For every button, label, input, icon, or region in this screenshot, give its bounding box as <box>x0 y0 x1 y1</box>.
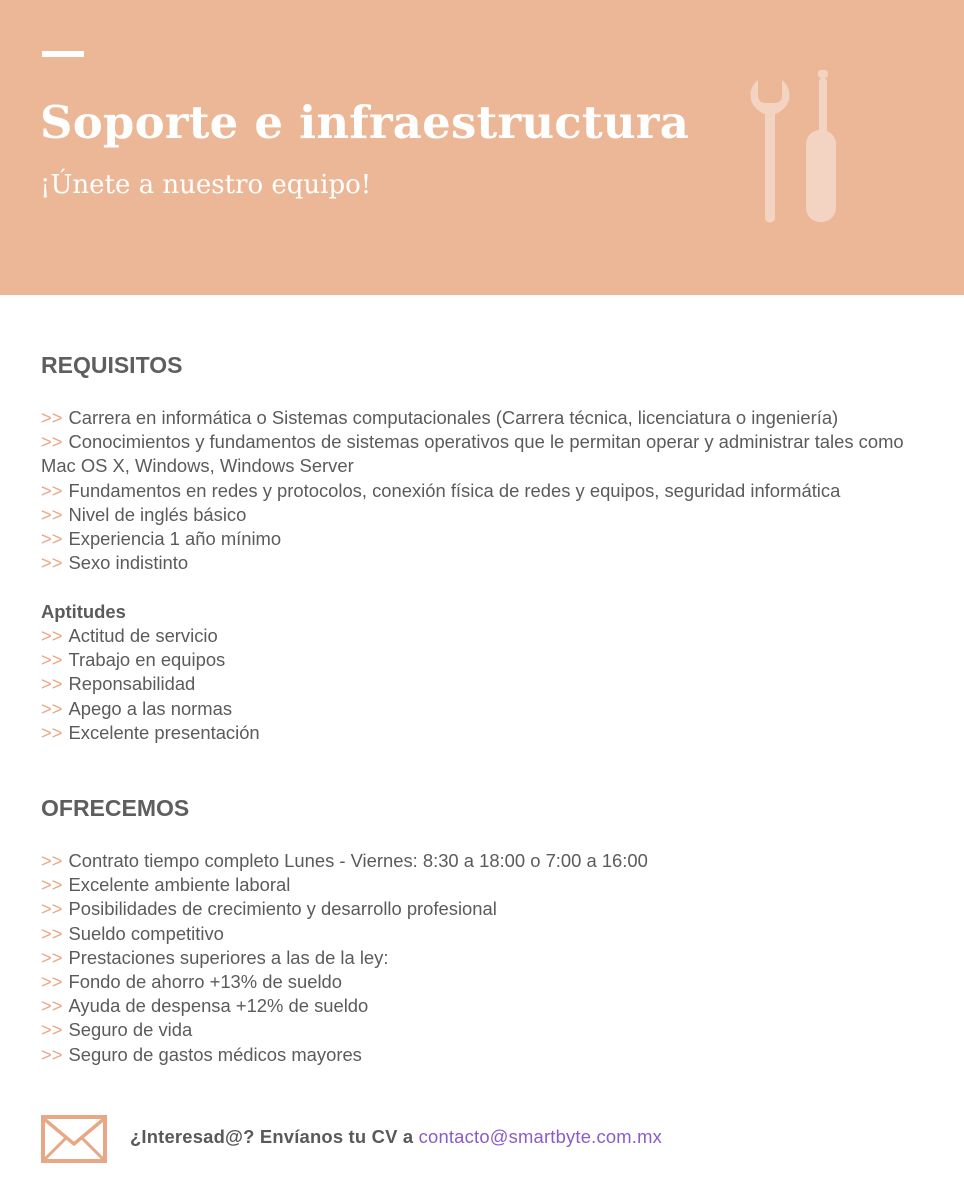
bullet-arrow: >> <box>41 1043 63 1065</box>
requisitos-title: REQUISITOS <box>41 352 183 378</box>
ofrecemos-title: OFRECEMOS <box>41 795 190 821</box>
bullet-arrow: >> <box>41 1019 63 1041</box>
bullet-arrow: >> <box>41 673 63 695</box>
bullet-arrow: >> <box>41 479 63 501</box>
bullet-arrow: >> <box>41 552 63 574</box>
page-subtitle: ¡Únete a nuestro equipo! <box>40 170 372 200</box>
list-item: >> Nivel de inglés básico <box>41 503 247 525</box>
bullet-arrow: >> <box>41 850 63 871</box>
list-item: >> Ayuda de despensa +12% de sueldo <box>41 995 369 1017</box>
bullet-arrow: >> <box>41 649 63 671</box>
list-item: >> Sexo indistinto <box>41 552 189 574</box>
list-item: >> Fondo de ahorro +13% de sueldo <box>41 971 342 993</box>
list-item: >> Excelente presentación <box>41 721 260 743</box>
bullet-arrow: >> <box>41 874 63 896</box>
list-item: >> Contrato tiempo completo Lunes - Viernes: 8:30 a 18:00 o 7:00 a 16:00 <box>41 850 648 871</box>
list-item: >> Posibilidades de crecimiento y desarrollo profesional <box>41 898 497 920</box>
bullet-arrow: >> <box>41 898 63 920</box>
aptitudes-list <box>41 624 921 745</box>
list-item: >> Seguro de vida <box>41 1019 193 1041</box>
list-item: >> Excelente ambiente laboral <box>41 874 291 896</box>
contact-line <box>130 1126 662 1148</box>
list-item: >> Conocimientos y fundamentos de sistemas operativos que le permitan operar y administrar tales como Mac OS X, Windows, Windows Server <box>41 431 904 477</box>
envelope-icon <box>41 1115 107 1163</box>
requisitos-list <box>41 406 921 575</box>
contact-text: ¿Interesad@? Envíanos tu CV a <box>130 1126 414 1147</box>
bullet-arrow: >> <box>41 625 63 646</box>
ofrecemos-list <box>41 849 921 1067</box>
bullet-arrow: >> <box>41 922 63 944</box>
header-accent-dash <box>42 51 84 57</box>
list-item: >> Reponsabilidad <box>41 673 196 695</box>
bullet-arrow: >> <box>41 503 63 525</box>
page-title: Soporte e infraestructura <box>40 96 690 149</box>
header-banner <box>0 0 964 295</box>
list-item: >> Actitud de servicio <box>41 625 218 646</box>
aptitudes-title: Aptitudes <box>41 601 126 622</box>
bullet-arrow: >> <box>41 721 63 743</box>
list-item: >> Prestaciones superiores a las de la ley: <box>41 946 389 968</box>
list-item: >> Trabajo en equipos <box>41 649 226 671</box>
bullet-arrow: >> <box>41 995 63 1017</box>
bullet-arrow: >> <box>41 946 63 968</box>
list-item: >> Apego a las normas <box>41 697 233 719</box>
list-item: >> Carrera en informática o Sistemas computacionales (Carrera técnica, licenciatura o ingeniería) <box>41 407 839 428</box>
list-item: >> Fundamentos en redes y protocolos, conexión física de redes y equipos, seguridad informática <box>41 479 841 501</box>
list-item: >> Experiencia 1 año mínimo <box>41 528 282 550</box>
list-item: >> Sueldo competitivo <box>41 922 224 944</box>
wrench-screwdriver-icon <box>748 68 840 228</box>
bullet-arrow: >> <box>41 971 63 993</box>
list-item: >> Seguro de gastos médicos mayores <box>41 1043 362 1065</box>
contact-email-link[interactable]: contacto@smartbyte.com.mx <box>418 1126 663 1147</box>
bullet-arrow: >> <box>41 407 63 428</box>
bullet-arrow: >> <box>41 528 63 550</box>
bullet-arrow: >> <box>41 697 63 719</box>
bullet-arrow: >> <box>41 431 63 453</box>
